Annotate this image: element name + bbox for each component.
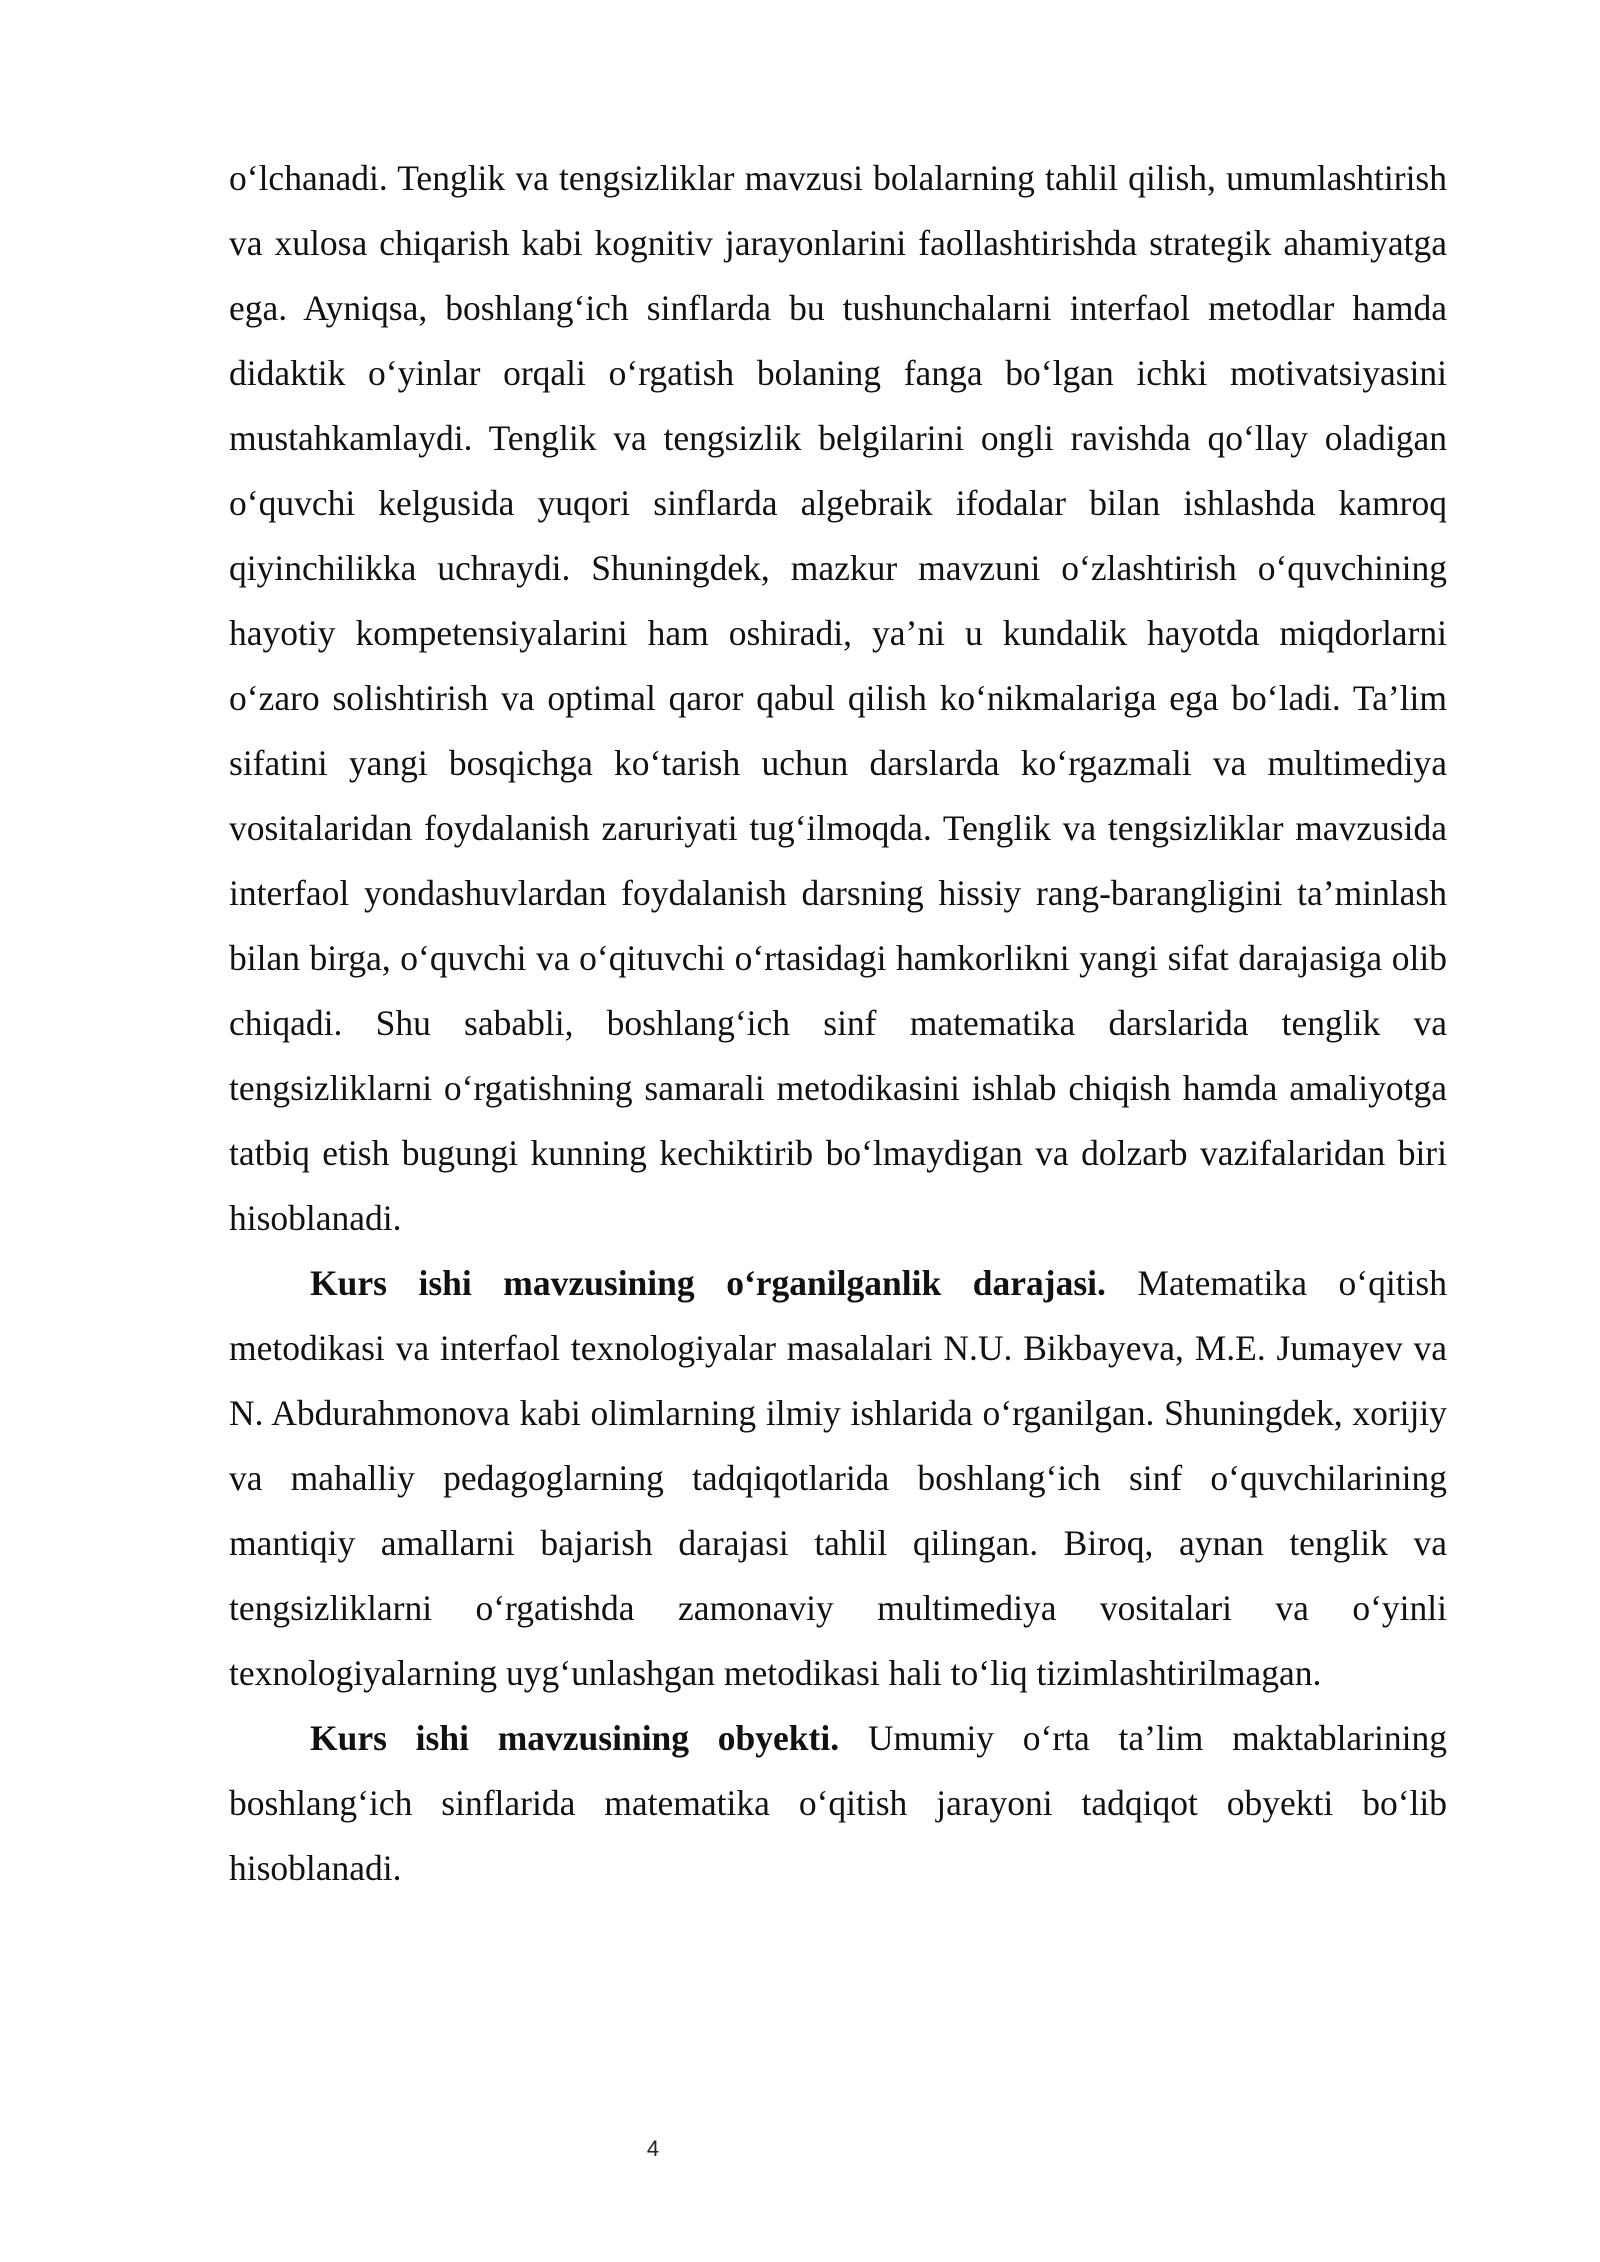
body-text xyxy=(229,146,1447,1901)
paragraph-object xyxy=(229,1706,1447,1901)
paragraph-text: Umumiy o‘rta ta’lim maktablarining boshlang‘ich sinflarida matematika o‘qitish jarayoni tadqiqot obyekti bo‘lib hisoblanadi. xyxy=(229,1718,1447,1888)
section-heading-study-degree: Kurs ishi mavzusining o‘rganilganlik darajasi. xyxy=(310,1263,1106,1303)
page-number: 4 xyxy=(646,2136,660,2161)
paragraph-study-degree xyxy=(229,1251,1447,1706)
paragraph-text: Matematika o‘qitish metodikasi va interfaol texnologiyalar masalalari N.U. Bikbayeva, M.E. Jumayev va N. Abdurahmonova kabi olimlarning ilmiy ishlarida o‘rganilgan. Shuningdek, xorijiy va mahalliy pedagoglarning tadqiqotlarida boshlang‘ich sinf o‘quvchilarining mantiqiy amallarni bajarish darajasi tahlil qilingan. Biroq, aynan tenglik va tengsizliklarni o‘rgatishda zamonaviy multimediya vositalari va o‘yinli texnologiyalarning uyg‘unlashgan metodikasi hali to‘liq tizimlashtirilmagan. xyxy=(229,1263,1447,1693)
section-heading-object: Kurs ishi mavzusining obyekti. xyxy=(310,1718,840,1758)
paragraph-continuation xyxy=(229,146,1447,1251)
paragraph-text: o‘lchanadi. Tenglik va tengsizliklar mavzusi bolalarning tahlil qilish, umumlashtirish va xulosa chiqarish kabi kognitiv jarayonlarini faollashtirishda strategik ahamiyatga ega. Ayniqsa, boshlang‘ich sinflarda bu tushunchalarni interfaol metodlar hamda didaktik o‘yinlar orqali o‘rgatish bolaning fanga bo‘lgan ichki motivatsiyasini mustahkamlaydi. Tenglik va tengsizlik belgilarini ongli ravishda qo‘llay oladigan o‘quvchi kelgusida yuqori sinflarda algebraik ifodalar bilan ishlashda kamroq qiyinchilikka uchraydi. Shuningdek, mazkur mavzuni o‘zlashtirish o‘quvchining hayotiy kompetensiyalarini ham oshiradi, ya’ni u kundalik hayotda miqdorlarni o‘zaro solishtirish va optimal qaror qabul qilish ko‘nikmalariga ega bo‘ladi. Ta’lim sifatini yangi bosqichga ko‘tarish uchun darslarda ko‘rgazmali va multimediya vositalaridan foydalanish zaruriyati tug‘ilmoqda. Tenglik va tengsizliklar mavzusida interfaol yondashuvlardan foydalanish darsning hissiy rang-barangligini ta’minlash bilan birga, o‘quvchi va o‘qituvchi o‘rtasidagi hamkorlikni yangi sifat darajasiga olib chiqadi. Shu sababli, boshlang‘ich sinf matematika darslarida tenglik va tengsizliklarni o‘rgatishning samarali metodikasini ishlab chiqish hamda amaliyotga tatbiq etish bugungi kunning kechiktirib bo‘lmaydigan va dolzarb vazifalaridan biri hisoblanadi. xyxy=(229,158,1447,1238)
